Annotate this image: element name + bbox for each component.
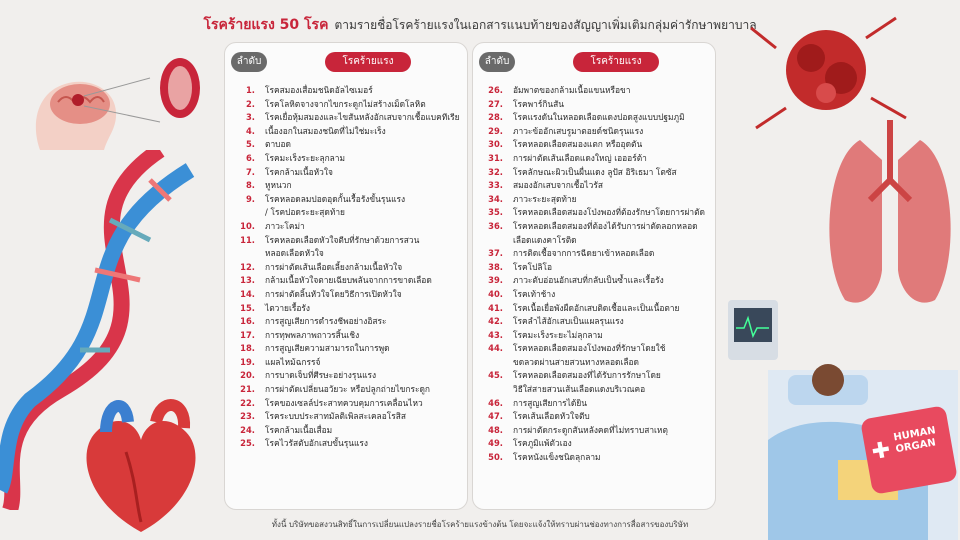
disease-name: โรคหลอดเลือดสมองที่ได้รับการรักษาโดย — [513, 370, 661, 381]
row-number: 23. — [240, 411, 255, 422]
organ-box-label: HUMAN ORGAN — [892, 425, 937, 456]
row-number: 26. — [488, 85, 503, 95]
table-row — [473, 451, 715, 465]
table-row — [225, 315, 467, 329]
lungs-illustration — [820, 120, 960, 320]
row-number: 28. — [488, 112, 503, 123]
row-number: 50. — [488, 452, 503, 463]
table-row — [473, 220, 715, 234]
row-number: 31. — [488, 152, 503, 163]
table-row — [473, 234, 715, 248]
row-number: 18. — [240, 343, 255, 354]
table-row — [473, 274, 715, 288]
disease-name: โรคหลอดเลือดหัวใจตีบที่รักษาด้วยการสวน — [265, 234, 420, 245]
disease-name: ไตวายเรื้อรัง — [265, 302, 310, 313]
row-number: 46. — [488, 397, 503, 408]
column-header-number: ลำดับ — [231, 52, 267, 72]
disease-name: ขดลวดผ่านสายสวนทางหลอดเลือด — [513, 356, 639, 367]
disease-list-left — [225, 84, 467, 451]
disease-name: โรคหนังแข็งชนิดลุกลาม — [513, 452, 601, 463]
disease-name: โรคแรงดันในหลอดเลือดแดงปอดสูงแบบปฐมภูมิ — [513, 112, 685, 123]
table-row — [473, 98, 715, 112]
row-number: 20. — [240, 370, 255, 381]
human-organ-box — [860, 405, 958, 495]
disease-name: โรคลำไส้อักเสบเป็นแผลรุนแรง — [513, 316, 624, 327]
row-number: 39. — [488, 275, 503, 286]
table-row — [473, 111, 715, 125]
table-row — [225, 410, 467, 424]
heart-illustration — [66, 392, 216, 537]
disease-name: โรคของเซลล์ประสาทควบคุมการเคลื่อนไหว — [265, 397, 423, 408]
table-row — [473, 383, 715, 397]
table-row — [473, 315, 715, 329]
row-number: 48. — [488, 424, 503, 435]
disease-name: การผ่าตัดเปลี่ยนอวัยวะ หรือปลูกถ่ายไขกระดูก — [265, 384, 430, 395]
disease-table-right — [472, 42, 716, 510]
table-row — [225, 342, 467, 356]
row-number: 38. — [488, 261, 503, 272]
row-number: 44. — [488, 343, 503, 354]
row-number: 42. — [488, 316, 503, 327]
row-number: 47. — [488, 411, 503, 422]
disease-name: โรคหลอดเลือดสมองโป่งพองที่รักษาโดยใช้ — [513, 343, 666, 354]
disease-name: วิธีใส่สายสวนเส้นเลือดแดงบริเวณคอ — [513, 384, 646, 395]
table-row — [225, 138, 467, 152]
disease-name: โรคเส้นเลือดหัวใจตีบ — [513, 411, 590, 422]
row-number: 5. — [245, 139, 255, 150]
row-number: 12. — [240, 261, 255, 272]
disease-name: / โรคปอดระยะสุดท้าย — [265, 207, 345, 218]
table-row — [473, 410, 715, 424]
table-row — [225, 274, 467, 288]
row-number: 32. — [488, 166, 503, 177]
disease-name: การทุพพลภาพถาวรสิ้นเชิง — [265, 329, 360, 340]
disease-name: แผลไหม้ฉกรรจ์ — [265, 356, 321, 367]
disease-name: ตาบอด — [265, 139, 291, 150]
table-row — [473, 424, 715, 438]
disease-name: โรคมะเร็งระยะไม่ลุกลาม — [513, 329, 603, 340]
disease-name: โรคเนื้อเยื่อพังผืดอักเสบติดเชื้อและเป็นเนื้อตาย — [513, 302, 680, 313]
table-row — [225, 329, 467, 343]
table-row — [473, 206, 715, 220]
table-row — [473, 166, 715, 180]
table-row — [473, 247, 715, 261]
disease-name: กล้ามเนื้อหัวใจตายเฉียบพลันจากการขาดเลือด — [265, 275, 432, 286]
table-row — [473, 193, 715, 207]
table-row — [473, 397, 715, 411]
disease-name: โรคหลอดเลือดสมองแตก หรืออุดตัน — [513, 139, 643, 150]
row-number: 43. — [488, 329, 503, 340]
row-number: 33. — [488, 180, 503, 191]
table-row — [473, 437, 715, 451]
table-row — [225, 206, 467, 220]
table-row — [225, 179, 467, 193]
row-number: 11. — [240, 234, 255, 245]
disease-name: โรคมะเร็งระยะลุกลาม — [265, 152, 346, 163]
disease-name: การผ่าตัดเส้นเลือดเลี้ยงกล้ามเนื้อหัวใจ — [265, 261, 403, 272]
row-number: 34. — [488, 193, 503, 204]
table-row — [473, 288, 715, 302]
table-row — [473, 369, 715, 383]
table-row — [473, 152, 715, 166]
column-header-disease: โรคร้ายแรง — [573, 52, 659, 72]
row-number: 30. — [488, 139, 503, 150]
disease-name: โรคหลอดเลือดสมองที่ต้องได้รับการผ่าตัดลอกหลอด — [513, 220, 698, 231]
row-number: 27. — [488, 98, 503, 109]
row-number: 37. — [488, 248, 503, 259]
row-number: 8. — [245, 180, 255, 191]
disease-name: โรคไวรัสตับอักเสบขั้นรุนแรง — [265, 438, 368, 449]
row-number: 24. — [240, 424, 255, 435]
disease-name: การสูญเสียการได้ยิน — [513, 397, 587, 408]
disease-name: โรคเยื่อหุ้มสมองและไขสันหลังอักเสบจากเชื้อแบคทีเรีย — [265, 112, 460, 123]
row-number: 16. — [240, 316, 255, 327]
disease-name: การผ่าตัดลิ้นหัวใจโดยวิธีการเปิดหัวใจ — [265, 288, 402, 299]
virus-cells-illustration — [746, 8, 916, 138]
table-row — [473, 125, 715, 139]
disease-name: การสูญเสียการดำรงชีพอย่างอิสระ — [265, 316, 387, 327]
row-number: 9. — [245, 193, 255, 204]
disease-list-right — [473, 84, 715, 465]
table-row — [473, 84, 715, 98]
row-number: 45. — [488, 370, 503, 381]
table-row — [225, 356, 467, 370]
disease-name: โรคกล้ามเนื้อเสื่อม — [265, 424, 333, 435]
table-row — [225, 369, 467, 383]
disease-name: โรคลักษณะผิวเป็นผื่นแดง ลูปัส อิริเธมา โตซัส — [513, 166, 677, 177]
column-header-disease: โรคร้ายแรง — [325, 52, 411, 72]
row-number: 13. — [240, 275, 255, 286]
disease-name: โรคหลอดเลือดสมองโป่งพองที่ต้องรักษาโดยการผ่าตัด — [513, 207, 705, 218]
disease-name: โรคระบบประสาทมัลติเพิลสะเคลอโรสิส — [265, 411, 406, 422]
column-header-number: ลำดับ — [479, 52, 515, 72]
disease-name: ภาวะระยะสุดท้าย — [513, 193, 577, 204]
brain-illustration — [20, 32, 210, 152]
disease-name: การผ่าตัดกระดูกสันหลังคดที่ไม่ทราบสาเหตุ — [513, 424, 668, 435]
disease-table-left — [224, 42, 468, 510]
row-number: 3. — [245, 112, 255, 123]
disease-name: โรคกล้ามเนื้อหัวใจ — [265, 166, 333, 177]
table-header — [225, 49, 467, 75]
row-number: 41. — [488, 302, 503, 313]
row-number: 14. — [240, 288, 255, 299]
row-number: 1. — [245, 85, 255, 95]
table-row — [225, 84, 467, 98]
table-row — [225, 437, 467, 451]
table-row — [473, 356, 715, 370]
table-row — [473, 261, 715, 275]
row-number: 36. — [488, 220, 503, 231]
disease-name: สมองอักเสบจากเชื้อไวรัส — [513, 180, 603, 191]
disease-name: อัมพาตของกล้ามเนื้อแขนหรือขา — [513, 85, 631, 95]
disease-name: โรคพาร์กินสัน — [513, 98, 564, 109]
table-row — [473, 302, 715, 316]
footer-note: ทั้งนี้ บริษัทขอสงวนสิทธิ์ในการเปลี่ยนแปลงรายชื่อโรคร้ายแรงข้างต้น โดยจะแจ้งให้ทราบผ่านช่องทางการสื่อสารของบริษัท — [271, 520, 689, 529]
row-number: 21. — [240, 384, 255, 395]
row-number: 29. — [488, 125, 503, 136]
row-number: 6. — [245, 152, 255, 163]
table-row — [225, 98, 467, 112]
disease-name: เนื้องอกในสมองชนิดที่ไม่ใช่มะเร็ง — [265, 125, 386, 136]
disease-name: หูหนวก — [265, 180, 292, 191]
table-row — [473, 138, 715, 152]
table-row — [473, 342, 715, 356]
table-header — [473, 49, 715, 75]
table-row — [225, 220, 467, 234]
table-row — [225, 247, 467, 261]
disease-name: หลอดเลือดหัวใจ — [265, 248, 324, 259]
title-subtitle: ตามรายชื่อโรคร้ายแรงในเอกสารแนบท้ายของสัญญาเพิ่มเติมกลุ่มค่ารักษาพยาบาล — [334, 18, 757, 32]
table-row — [473, 329, 715, 343]
row-number: 2. — [245, 98, 255, 109]
table-row — [225, 383, 467, 397]
table-row — [473, 179, 715, 193]
disease-name: การบาดเจ็บที่ศีรษะอย่างรุนแรง — [265, 370, 377, 381]
row-number: 22. — [240, 397, 255, 408]
table-row — [225, 111, 467, 125]
disease-name: ภาวะข้ออักเสบรูมาตอยด์ชนิดรุนแรง — [513, 125, 644, 136]
row-number: 40. — [488, 288, 503, 299]
disease-name: การติดเชื้อจากการฉีดยาเข้าหลอดเลือด — [513, 248, 655, 259]
row-number: 10. — [240, 220, 255, 231]
row-number: 15. — [240, 302, 255, 313]
row-number: 49. — [488, 438, 503, 449]
medical-cross-icon: ✚ — [869, 437, 893, 466]
table-row — [225, 166, 467, 180]
table-row — [225, 261, 467, 275]
disease-name: โรคหลอดลมปอดอุดกั้นเรื้อรังขั้นรุนแรง — [265, 193, 406, 204]
row-number: 35. — [488, 207, 503, 218]
title-highlight: โรคร้ายแรง 50 โรค — [203, 17, 329, 33]
row-number: 17. — [240, 329, 255, 340]
table-row — [225, 424, 467, 438]
disease-name: การสูญเสียความสามารถในการพูด — [265, 343, 390, 354]
disease-name: ภาวะโคม่า — [265, 220, 305, 231]
table-row — [225, 302, 467, 316]
table-row — [225, 125, 467, 139]
row-number: 25. — [240, 438, 255, 449]
row-number: 7. — [245, 166, 255, 177]
row-number: 4. — [245, 125, 255, 136]
row-number: 19. — [240, 356, 255, 367]
table-row — [225, 397, 467, 411]
disease-name: โรคภูมิแพ้ตัวเอง — [513, 438, 572, 449]
disease-name: โรคเท้าช้าง — [513, 288, 556, 299]
disease-name: ภาวะตับอ่อนอักเสบที่กลับเป็นซ้ำและเรื้อรัง — [513, 275, 664, 286]
table-row — [225, 234, 467, 248]
disease-name: การผ่าตัดเส้นเลือดแดงใหญ่ เอออร์ต้า — [513, 152, 647, 163]
table-row — [225, 193, 467, 207]
disease-name: โรคโปลิโอ — [513, 261, 553, 272]
disease-name: เลือดแดงคาโรติด — [513, 234, 577, 245]
table-row — [225, 288, 467, 302]
disease-name: โรคโลหิตจางจากไขกระดูกไม่สร้างเม็ดโลหิต — [265, 98, 426, 109]
table-row — [225, 152, 467, 166]
disease-name: โรคสมองเสื่อมชนิดอัลไซเมอร์ — [265, 85, 373, 95]
